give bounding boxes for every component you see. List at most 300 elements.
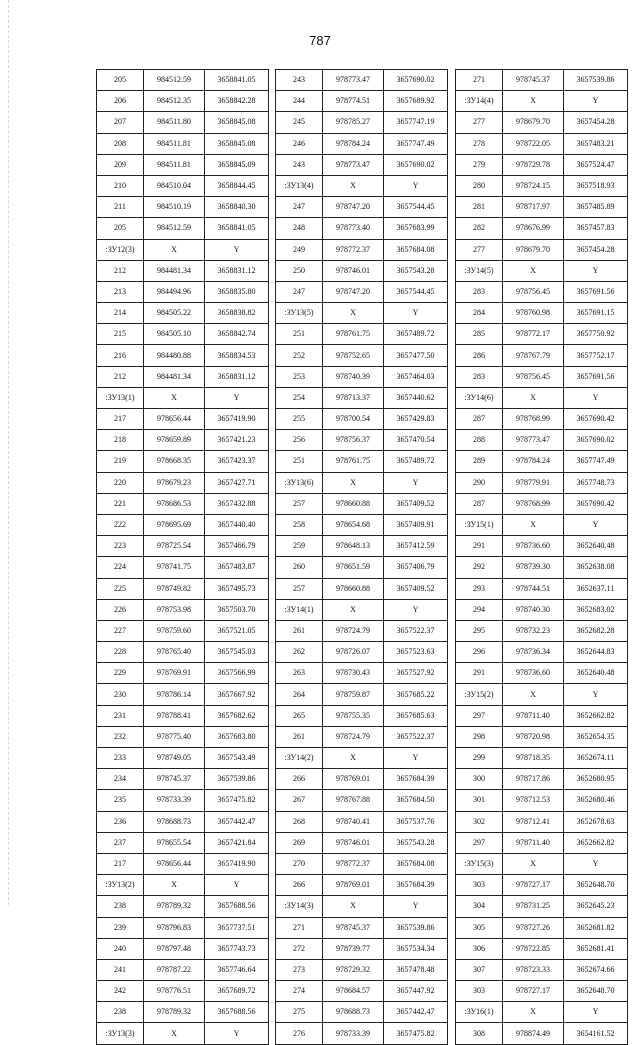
table-row bbox=[456, 451, 628, 472]
x-coordinate-cell: 984481.34 bbox=[144, 366, 205, 387]
column-header-cell: X bbox=[503, 91, 564, 112]
table-row bbox=[456, 345, 628, 366]
x-coordinate-cell: 978772.17 bbox=[503, 324, 564, 345]
column-header-cell: X bbox=[323, 896, 384, 917]
table-row bbox=[456, 493, 628, 514]
table-row bbox=[276, 281, 448, 302]
point-number-cell: 268 bbox=[276, 811, 323, 832]
point-number-cell: 303 bbox=[456, 981, 503, 1002]
x-coordinate-cell: 978769.91 bbox=[144, 663, 205, 684]
point-number-cell: 278 bbox=[456, 133, 503, 154]
point-number-cell: 293 bbox=[456, 578, 503, 599]
y-coordinate-cell: 3657503.70 bbox=[205, 599, 269, 620]
x-coordinate-cell: 978727.17 bbox=[503, 875, 564, 896]
point-number-cell: 271 bbox=[456, 70, 503, 91]
x-coordinate-cell: 984481.34 bbox=[144, 260, 205, 281]
table-row bbox=[97, 430, 269, 451]
x-coordinate-cell: 984505.22 bbox=[144, 303, 205, 324]
table-row bbox=[97, 70, 269, 91]
x-coordinate-cell: 978759.87 bbox=[323, 684, 384, 705]
x-coordinate-cell: 978727.17 bbox=[503, 981, 564, 1002]
point-number-cell: 281 bbox=[456, 197, 503, 218]
x-coordinate-cell: 978769.01 bbox=[323, 769, 384, 790]
point-number-cell: 287 bbox=[456, 493, 503, 514]
x-coordinate-cell: 978733.39 bbox=[144, 790, 205, 811]
table-row bbox=[97, 811, 269, 832]
table-row bbox=[97, 790, 269, 811]
x-coordinate-cell: 978679.70 bbox=[503, 112, 564, 133]
x-coordinate-cell: 978651.59 bbox=[323, 557, 384, 578]
point-number-cell: 243 bbox=[276, 154, 323, 175]
point-number-cell: 296 bbox=[456, 642, 503, 663]
x-coordinate-cell: 978656.44 bbox=[144, 853, 205, 874]
x-coordinate-cell: 978733.39 bbox=[323, 1023, 384, 1044]
x-coordinate-cell: 984512.59 bbox=[144, 70, 205, 91]
y-coordinate-cell: 3652644.83 bbox=[564, 642, 628, 663]
x-coordinate-cell: 978752.65 bbox=[323, 345, 384, 366]
point-number-cell: 208 bbox=[97, 133, 144, 154]
y-coordinate-cell: 3652680.46 bbox=[564, 790, 628, 811]
x-coordinate-cell: 984511.80 bbox=[144, 112, 205, 133]
section-header-row bbox=[456, 91, 628, 112]
table-row bbox=[276, 620, 448, 641]
table-row bbox=[456, 578, 628, 599]
section-header-row bbox=[276, 896, 448, 917]
table-row bbox=[276, 578, 448, 599]
y-coordinate-cell: 3657566.99 bbox=[205, 663, 269, 684]
y-coordinate-cell: 3657427.71 bbox=[205, 472, 269, 493]
x-coordinate-cell: 978753.98 bbox=[144, 599, 205, 620]
y-coordinate-cell: 3657475.82 bbox=[205, 790, 269, 811]
y-coordinate-cell: 3657464.03 bbox=[384, 366, 448, 387]
section-label-cell: :ЗУ15(1) bbox=[456, 514, 503, 535]
point-number-cell: 221 bbox=[97, 493, 144, 514]
x-coordinate-cell: 978772.37 bbox=[323, 239, 384, 260]
column-header-cell: X bbox=[323, 303, 384, 324]
section-header-row bbox=[276, 175, 448, 196]
table-row bbox=[97, 303, 269, 324]
table-row bbox=[456, 239, 628, 260]
x-coordinate-cell: 978732.23 bbox=[503, 620, 564, 641]
y-coordinate-cell: 3652682.28 bbox=[564, 620, 628, 641]
x-coordinate-cell: 978730.43 bbox=[323, 663, 384, 684]
x-coordinate-cell: 978874.49 bbox=[503, 1023, 564, 1044]
y-coordinate-cell: 3657682.62 bbox=[205, 705, 269, 726]
point-number-cell: 255 bbox=[276, 409, 323, 430]
y-coordinate-cell: 3657489.72 bbox=[384, 451, 448, 472]
x-coordinate-cell: 978717.86 bbox=[503, 769, 564, 790]
y-coordinate-cell: 3657689.72 bbox=[205, 981, 269, 1002]
column-header-cell: Y bbox=[564, 387, 628, 408]
y-coordinate-cell: 3657518.93 bbox=[564, 175, 628, 196]
point-number-cell: 240 bbox=[97, 938, 144, 959]
x-coordinate-cell: 978788.41 bbox=[144, 705, 205, 726]
x-coordinate-cell: 978756.37 bbox=[323, 430, 384, 451]
point-number-cell: 239 bbox=[97, 917, 144, 938]
table-row bbox=[97, 493, 269, 514]
table-row bbox=[97, 896, 269, 917]
table-row bbox=[456, 620, 628, 641]
point-number-cell: 306 bbox=[456, 938, 503, 959]
x-coordinate-cell: 978656.44 bbox=[144, 409, 205, 430]
table-row bbox=[276, 430, 448, 451]
table-row bbox=[97, 112, 269, 133]
y-coordinate-cell: 3657748.73 bbox=[564, 472, 628, 493]
y-coordinate-cell: 3657534.34 bbox=[384, 938, 448, 959]
x-coordinate-cell: 978688.73 bbox=[323, 1002, 384, 1023]
point-number-cell: 301 bbox=[456, 790, 503, 811]
x-coordinate-cell: 978745.37 bbox=[503, 70, 564, 91]
x-coordinate-cell: 978741.75 bbox=[144, 557, 205, 578]
point-number-cell: 275 bbox=[276, 1002, 323, 1023]
x-coordinate-cell: 978727.26 bbox=[503, 917, 564, 938]
x-coordinate-cell: 978740.39 bbox=[323, 366, 384, 387]
coordinates-table-middle bbox=[275, 69, 448, 1045]
point-number-cell: 292 bbox=[456, 557, 503, 578]
table-row bbox=[276, 642, 448, 663]
table-row bbox=[97, 345, 269, 366]
x-coordinate-cell: 978736.60 bbox=[503, 663, 564, 684]
point-number-cell: 303 bbox=[456, 875, 503, 896]
point-number-cell: 295 bbox=[456, 620, 503, 641]
y-coordinate-cell: 3657685.22 bbox=[384, 684, 448, 705]
y-coordinate-cell: 3652662.82 bbox=[564, 705, 628, 726]
x-coordinate-cell: 984510.04 bbox=[144, 175, 205, 196]
x-coordinate-cell: 978700.54 bbox=[323, 409, 384, 430]
table-row bbox=[97, 938, 269, 959]
table-row bbox=[276, 705, 448, 726]
x-coordinate-cell: 978659.89 bbox=[144, 430, 205, 451]
table-row bbox=[97, 154, 269, 175]
point-number-cell: 257 bbox=[276, 578, 323, 599]
x-coordinate-cell: 984480.88 bbox=[144, 345, 205, 366]
point-number-cell: 250 bbox=[276, 260, 323, 281]
point-number-cell: 259 bbox=[276, 536, 323, 557]
y-coordinate-cell: 3658845.09 bbox=[205, 154, 269, 175]
table-row bbox=[97, 769, 269, 790]
y-coordinate-cell: 3658845.08 bbox=[205, 112, 269, 133]
table-row bbox=[456, 642, 628, 663]
point-number-cell: 210 bbox=[97, 175, 144, 196]
y-coordinate-cell: 3657478.48 bbox=[384, 959, 448, 980]
point-number-cell: 223 bbox=[97, 536, 144, 557]
x-coordinate-cell: 984510.19 bbox=[144, 197, 205, 218]
table-row bbox=[276, 917, 448, 938]
y-coordinate-cell: 3657690.02 bbox=[384, 154, 448, 175]
table-row bbox=[97, 620, 269, 641]
x-coordinate-cell: 978789.32 bbox=[144, 896, 205, 917]
table-row bbox=[97, 451, 269, 472]
y-coordinate-cell: 3657521.05 bbox=[205, 620, 269, 641]
table-row bbox=[456, 726, 628, 747]
y-coordinate-cell: 3658835.80 bbox=[205, 281, 269, 302]
table-row bbox=[276, 684, 448, 705]
table-row bbox=[97, 705, 269, 726]
x-coordinate-cell: 978772.37 bbox=[323, 853, 384, 874]
table-row bbox=[456, 112, 628, 133]
y-coordinate-cell: 3657747.19 bbox=[384, 112, 448, 133]
column-header-cell: Y bbox=[564, 853, 628, 874]
x-coordinate-cell: 978745.37 bbox=[144, 769, 205, 790]
point-number-cell: 261 bbox=[276, 620, 323, 641]
y-coordinate-cell: 3652654.35 bbox=[564, 726, 628, 747]
column-header-cell: X bbox=[503, 853, 564, 874]
point-number-cell: 212 bbox=[97, 260, 144, 281]
point-number-cell: 271 bbox=[276, 917, 323, 938]
y-coordinate-cell: 3657477.50 bbox=[384, 345, 448, 366]
table-row bbox=[456, 175, 628, 196]
point-number-cell: 288 bbox=[456, 430, 503, 451]
y-coordinate-cell: 3657684.39 bbox=[384, 769, 448, 790]
column-header-cell: X bbox=[144, 387, 205, 408]
column-header-cell: Y bbox=[564, 684, 628, 705]
point-number-cell: 260 bbox=[276, 557, 323, 578]
x-coordinate-cell: 984511.81 bbox=[144, 133, 205, 154]
x-coordinate-cell: 978774.51 bbox=[323, 91, 384, 112]
column-header-cell: Y bbox=[205, 387, 269, 408]
y-coordinate-cell: 3652681.82 bbox=[564, 917, 628, 938]
column-header-cell: Y bbox=[384, 303, 448, 324]
point-number-cell: 307 bbox=[456, 959, 503, 980]
x-coordinate-cell: 978711.40 bbox=[503, 832, 564, 853]
x-coordinate-cell: 978724.79 bbox=[323, 620, 384, 641]
table-row bbox=[276, 70, 448, 91]
y-coordinate-cell: 3658842.28 bbox=[205, 91, 269, 112]
table-row bbox=[456, 599, 628, 620]
point-number-cell: 299 bbox=[456, 748, 503, 769]
point-number-cell: 290 bbox=[456, 472, 503, 493]
y-coordinate-cell: 3652674.66 bbox=[564, 959, 628, 980]
y-coordinate-cell: 3657442.47 bbox=[205, 811, 269, 832]
y-coordinate-cell: 3657543.28 bbox=[384, 260, 448, 281]
section-header-row bbox=[456, 260, 628, 281]
y-coordinate-cell: 3657495.73 bbox=[205, 578, 269, 599]
y-coordinate-cell: 3652683.02 bbox=[564, 599, 628, 620]
section-label-cell: :ЗУ14(5) bbox=[456, 260, 503, 281]
page-number: 787 bbox=[309, 33, 331, 48]
point-number-cell: 297 bbox=[456, 705, 503, 726]
x-coordinate-cell: 978746.01 bbox=[323, 260, 384, 281]
point-number-cell: 226 bbox=[97, 599, 144, 620]
coordinates-table-right bbox=[455, 69, 628, 1045]
x-coordinate-cell: 978713.37 bbox=[323, 387, 384, 408]
table-row bbox=[276, 663, 448, 684]
point-number-cell: 283 bbox=[456, 366, 503, 387]
point-number-cell: 212 bbox=[97, 366, 144, 387]
y-coordinate-cell: 3657690.42 bbox=[564, 493, 628, 514]
y-coordinate-cell: 3657688.56 bbox=[205, 896, 269, 917]
section-label-cell: :ЗУ14(4) bbox=[456, 91, 503, 112]
x-coordinate-cell: 978745.37 bbox=[323, 917, 384, 938]
table-row bbox=[97, 832, 269, 853]
y-coordinate-cell: 3652640.48 bbox=[564, 663, 628, 684]
x-coordinate-cell: 978655.54 bbox=[144, 832, 205, 853]
y-coordinate-cell: 3657440.40 bbox=[205, 514, 269, 535]
x-coordinate-cell: 978756.45 bbox=[503, 366, 564, 387]
table-row bbox=[456, 303, 628, 324]
y-coordinate-cell: 3657457.83 bbox=[564, 218, 628, 239]
section-header-row bbox=[456, 1002, 628, 1023]
table-row bbox=[456, 1023, 628, 1044]
point-number-cell: 209 bbox=[97, 154, 144, 175]
y-coordinate-cell: 3657412.59 bbox=[384, 536, 448, 557]
y-coordinate-cell: 3657683.99 bbox=[384, 218, 448, 239]
table-row bbox=[456, 366, 628, 387]
section-header-row bbox=[97, 875, 269, 896]
point-number-cell: 217 bbox=[97, 853, 144, 874]
table-row bbox=[97, 366, 269, 387]
section-header-row bbox=[97, 239, 269, 260]
y-coordinate-cell: 3657483.87 bbox=[205, 557, 269, 578]
x-coordinate-cell: 978761.75 bbox=[323, 324, 384, 345]
y-coordinate-cell: 3657442.47 bbox=[384, 1002, 448, 1023]
x-coordinate-cell: 978769.01 bbox=[323, 875, 384, 896]
table-row bbox=[276, 451, 448, 472]
point-number-cell: 300 bbox=[456, 769, 503, 790]
point-number-cell: 238 bbox=[97, 896, 144, 917]
section-label-cell: :ЗУ13(1) bbox=[97, 387, 144, 408]
y-coordinate-cell: 3657544.45 bbox=[384, 281, 448, 302]
section-header-row bbox=[456, 387, 628, 408]
column-header-cell: Y bbox=[384, 896, 448, 917]
x-coordinate-cell: 978654.68 bbox=[323, 514, 384, 535]
table-row bbox=[97, 409, 269, 430]
x-coordinate-cell: 978648.13 bbox=[323, 536, 384, 557]
point-number-cell: 269 bbox=[276, 832, 323, 853]
y-coordinate-cell: 3657419.90 bbox=[205, 853, 269, 874]
point-number-cell: 246 bbox=[276, 133, 323, 154]
point-number-cell: 287 bbox=[456, 409, 503, 430]
point-number-cell: 238 bbox=[97, 1002, 144, 1023]
table-row bbox=[97, 536, 269, 557]
x-coordinate-cell: 978695.69 bbox=[144, 514, 205, 535]
point-number-cell: 242 bbox=[97, 981, 144, 1002]
y-coordinate-cell: 3652662.82 bbox=[564, 832, 628, 853]
y-coordinate-cell: 3658842.74 bbox=[205, 324, 269, 345]
point-number-cell: 243 bbox=[276, 70, 323, 91]
y-coordinate-cell: 3657543.28 bbox=[384, 832, 448, 853]
point-number-cell: 264 bbox=[276, 684, 323, 705]
table-row bbox=[456, 981, 628, 1002]
table-row bbox=[97, 663, 269, 684]
table-row bbox=[276, 769, 448, 790]
y-coordinate-cell: 3657683.80 bbox=[205, 726, 269, 747]
point-number-cell: 263 bbox=[276, 663, 323, 684]
table-row bbox=[276, 514, 448, 535]
y-coordinate-cell: 3657543.49 bbox=[205, 748, 269, 769]
y-coordinate-cell: 3652681.41 bbox=[564, 938, 628, 959]
point-number-cell: 279 bbox=[456, 154, 503, 175]
table-row bbox=[276, 154, 448, 175]
column-header-cell: Y bbox=[384, 175, 448, 196]
y-coordinate-cell: 3657743.73 bbox=[205, 938, 269, 959]
point-number-cell: 222 bbox=[97, 514, 144, 535]
y-coordinate-cell: 3657690.02 bbox=[564, 430, 628, 451]
point-number-cell: 283 bbox=[456, 281, 503, 302]
x-coordinate-cell: 978731.25 bbox=[503, 896, 564, 917]
section-header-row bbox=[456, 684, 628, 705]
column-header-cell: Y bbox=[205, 875, 269, 896]
table-row bbox=[97, 260, 269, 281]
point-number-cell: 237 bbox=[97, 832, 144, 853]
column-header-cell: X bbox=[503, 684, 564, 705]
y-coordinate-cell: 3652674.11 bbox=[564, 748, 628, 769]
x-coordinate-cell: 978722.05 bbox=[503, 133, 564, 154]
table-row bbox=[97, 578, 269, 599]
y-coordinate-cell: 3657688.56 bbox=[205, 1002, 269, 1023]
point-number-cell: 231 bbox=[97, 705, 144, 726]
table-row bbox=[276, 811, 448, 832]
x-coordinate-cell: 978749.82 bbox=[144, 578, 205, 599]
x-coordinate-cell: 978744.51 bbox=[503, 578, 564, 599]
section-label-cell: :ЗУ12(3) bbox=[97, 239, 144, 260]
y-coordinate-cell: 3652680.95 bbox=[564, 769, 628, 790]
x-coordinate-cell: 984494.96 bbox=[144, 281, 205, 302]
y-coordinate-cell: 3654161.52 bbox=[564, 1023, 628, 1044]
column-header-cell: Y bbox=[205, 1023, 269, 1044]
table-row bbox=[456, 536, 628, 557]
table-row bbox=[456, 790, 628, 811]
table-row bbox=[97, 684, 269, 705]
table-row bbox=[456, 281, 628, 302]
x-coordinate-cell: 978723.33 bbox=[503, 959, 564, 980]
point-number-cell: 267 bbox=[276, 790, 323, 811]
point-number-cell: 294 bbox=[456, 599, 503, 620]
y-coordinate-cell: 3652638.08 bbox=[564, 557, 628, 578]
table-row bbox=[97, 91, 269, 112]
column-header-cell: Y bbox=[564, 514, 628, 535]
table-row bbox=[276, 324, 448, 345]
y-coordinate-cell: 3657539.86 bbox=[384, 917, 448, 938]
point-number-cell: 219 bbox=[97, 451, 144, 472]
column-header-cell: Y bbox=[205, 239, 269, 260]
point-number-cell: 211 bbox=[97, 197, 144, 218]
x-coordinate-cell: 978739.77 bbox=[323, 938, 384, 959]
point-number-cell: 251 bbox=[276, 324, 323, 345]
column-header-cell: Y bbox=[564, 260, 628, 281]
y-coordinate-cell: 3657475.82 bbox=[384, 1023, 448, 1044]
table-row bbox=[456, 472, 628, 493]
y-coordinate-cell: 3657522.37 bbox=[384, 726, 448, 747]
column-header-cell: X bbox=[323, 175, 384, 196]
point-number-cell: 256 bbox=[276, 430, 323, 451]
table-row bbox=[97, 917, 269, 938]
x-coordinate-cell: 978747.20 bbox=[323, 197, 384, 218]
table-row bbox=[276, 239, 448, 260]
section-header-row bbox=[97, 387, 269, 408]
point-number-cell: 277 bbox=[456, 239, 503, 260]
table-row bbox=[276, 726, 448, 747]
section-label-cell: :ЗУ14(1) bbox=[276, 599, 323, 620]
point-number-cell: 233 bbox=[97, 748, 144, 769]
x-coordinate-cell: 978784.24 bbox=[503, 451, 564, 472]
y-coordinate-cell: 3658844.45 bbox=[205, 175, 269, 196]
x-coordinate-cell: 978679.70 bbox=[503, 239, 564, 260]
y-coordinate-cell: 3657409.52 bbox=[384, 578, 448, 599]
x-coordinate-cell: 978760.98 bbox=[503, 303, 564, 324]
table-row bbox=[456, 705, 628, 726]
point-number-cell: 261 bbox=[276, 726, 323, 747]
scan-edge bbox=[8, 0, 10, 905]
point-number-cell: 224 bbox=[97, 557, 144, 578]
x-coordinate-cell: 978729.32 bbox=[323, 959, 384, 980]
x-coordinate-cell: 978726.07 bbox=[323, 642, 384, 663]
y-coordinate-cell: 3657684.39 bbox=[384, 875, 448, 896]
table-row bbox=[456, 811, 628, 832]
point-number-cell: 247 bbox=[276, 197, 323, 218]
table-row bbox=[97, 281, 269, 302]
point-number-cell: 291 bbox=[456, 536, 503, 557]
